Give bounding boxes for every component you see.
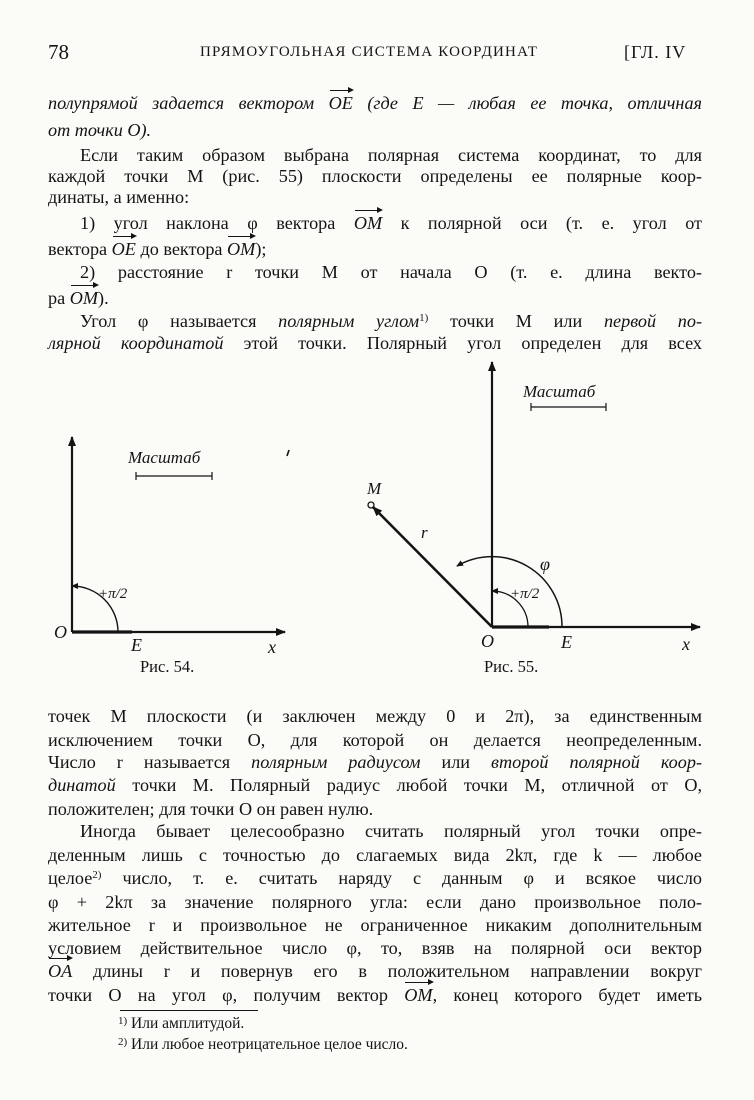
origin-label: O bbox=[481, 631, 494, 651]
text-line: полупрямой задается вектором OE (где E — любая ее точка, отличная bbox=[48, 90, 702, 116]
chapter-label: [ГЛ. IV bbox=[624, 42, 687, 62]
point-m-label: M bbox=[367, 479, 382, 498]
x-axis-label: x bbox=[268, 637, 276, 657]
point-e-label: E bbox=[131, 635, 142, 655]
figure-caption: Рис. 54. bbox=[140, 657, 195, 676]
text-line: OA длины r и повернув его в положительном направлении вокруг bbox=[48, 958, 702, 984]
vector-om bbox=[373, 507, 492, 627]
text-line: каждой точки M (рис. 55) плоскости определены ее полярные коор- bbox=[48, 166, 702, 186]
footnote: $^{2)}$ Или любое неотрицательное целое число. bbox=[118, 1036, 408, 1053]
text-line: 2) расстояние r точки M от начала O (т. е. длина векто- bbox=[80, 262, 702, 282]
running-title: ПРЯМОУГОЛЬНАЯ СИСТЕМА КООРДИНАТ bbox=[200, 44, 539, 60]
text-line: динатой точки M. Полярный радиус любой точки M, отличной от O, bbox=[48, 775, 703, 795]
point-e-label: E bbox=[561, 632, 572, 652]
vector-om: OM bbox=[404, 982, 432, 1008]
text-line: точки O на угол φ, получим вектор OM, конец которого будет иметь bbox=[48, 982, 702, 1008]
text-line: Угол φ называется полярным углом$^{1)}$ точки M или первой по- bbox=[80, 311, 703, 331]
text-line: ра OM). bbox=[48, 285, 702, 311]
scale-label: Масштаб bbox=[523, 382, 596, 401]
vector-om: OM bbox=[70, 285, 98, 311]
text-line: положителен; для точки O он равен нулю. bbox=[48, 799, 374, 819]
vector-oa: OA bbox=[48, 958, 72, 984]
text-line: деленным лишь с точностью до слагаемых вида 2kπ, где k — любое bbox=[48, 845, 702, 865]
scale-label: Масштаб bbox=[128, 448, 201, 467]
figure-caption: Рис. 55. bbox=[484, 657, 539, 676]
vector-om: OM bbox=[227, 236, 255, 262]
text-line: целое$^{2)}$ число, т. е. считать наряду с данным φ и всякое число bbox=[48, 868, 703, 888]
origin-label: O bbox=[54, 622, 67, 642]
vector-om: OM bbox=[354, 210, 382, 236]
footnote: $^{1)}$ Или амплитудой. bbox=[118, 1015, 245, 1032]
footnote-rule bbox=[120, 1010, 258, 1011]
text-line: вектора OE до вектора OM); bbox=[48, 236, 702, 262]
text-line: динаты, а именно: bbox=[48, 187, 190, 207]
point-m bbox=[368, 502, 374, 508]
text-line: точек M плоскости (и заключен между 0 и 2π), за единственным bbox=[48, 706, 702, 726]
vector-oe: OE bbox=[112, 236, 136, 262]
text-line: Если таким образом выбрана полярная система координат, то для bbox=[80, 145, 702, 165]
text-line: 1) угол наклона φ вектора OM к полярной оси (т. е. угол от bbox=[48, 210, 702, 236]
text-line: от точки O). bbox=[48, 120, 152, 140]
text-line: Число r называется полярным радиусом или второй полярной коор- bbox=[48, 752, 703, 772]
phi-label: φ bbox=[540, 554, 550, 574]
text-line: исключением точки O, для которой он делается неопределенным. bbox=[48, 730, 702, 750]
vector-oe: OE bbox=[329, 90, 353, 116]
x-axis-label: x bbox=[682, 634, 690, 654]
text-line: условием действительное число φ, то, взяв на полярной оси вектор bbox=[48, 938, 702, 958]
text-line: Иногда бывает целесообразно считать полярный угол точки опре- bbox=[80, 821, 702, 841]
page-number: 78 bbox=[48, 40, 69, 64]
text-line: лярной координатой этой точки. Полярный угол определен для всех bbox=[48, 333, 703, 353]
angle-label: +π/2 bbox=[510, 586, 540, 602]
text-line: φ + 2kπ за значение полярного угла: если дано произвольное поло- bbox=[48, 892, 702, 912]
radius-label: r bbox=[421, 523, 428, 542]
angle-label: +π/2 bbox=[98, 586, 128, 602]
text-line: жительное r и произвольное не ограниченное никаким дополнительным bbox=[48, 915, 702, 935]
